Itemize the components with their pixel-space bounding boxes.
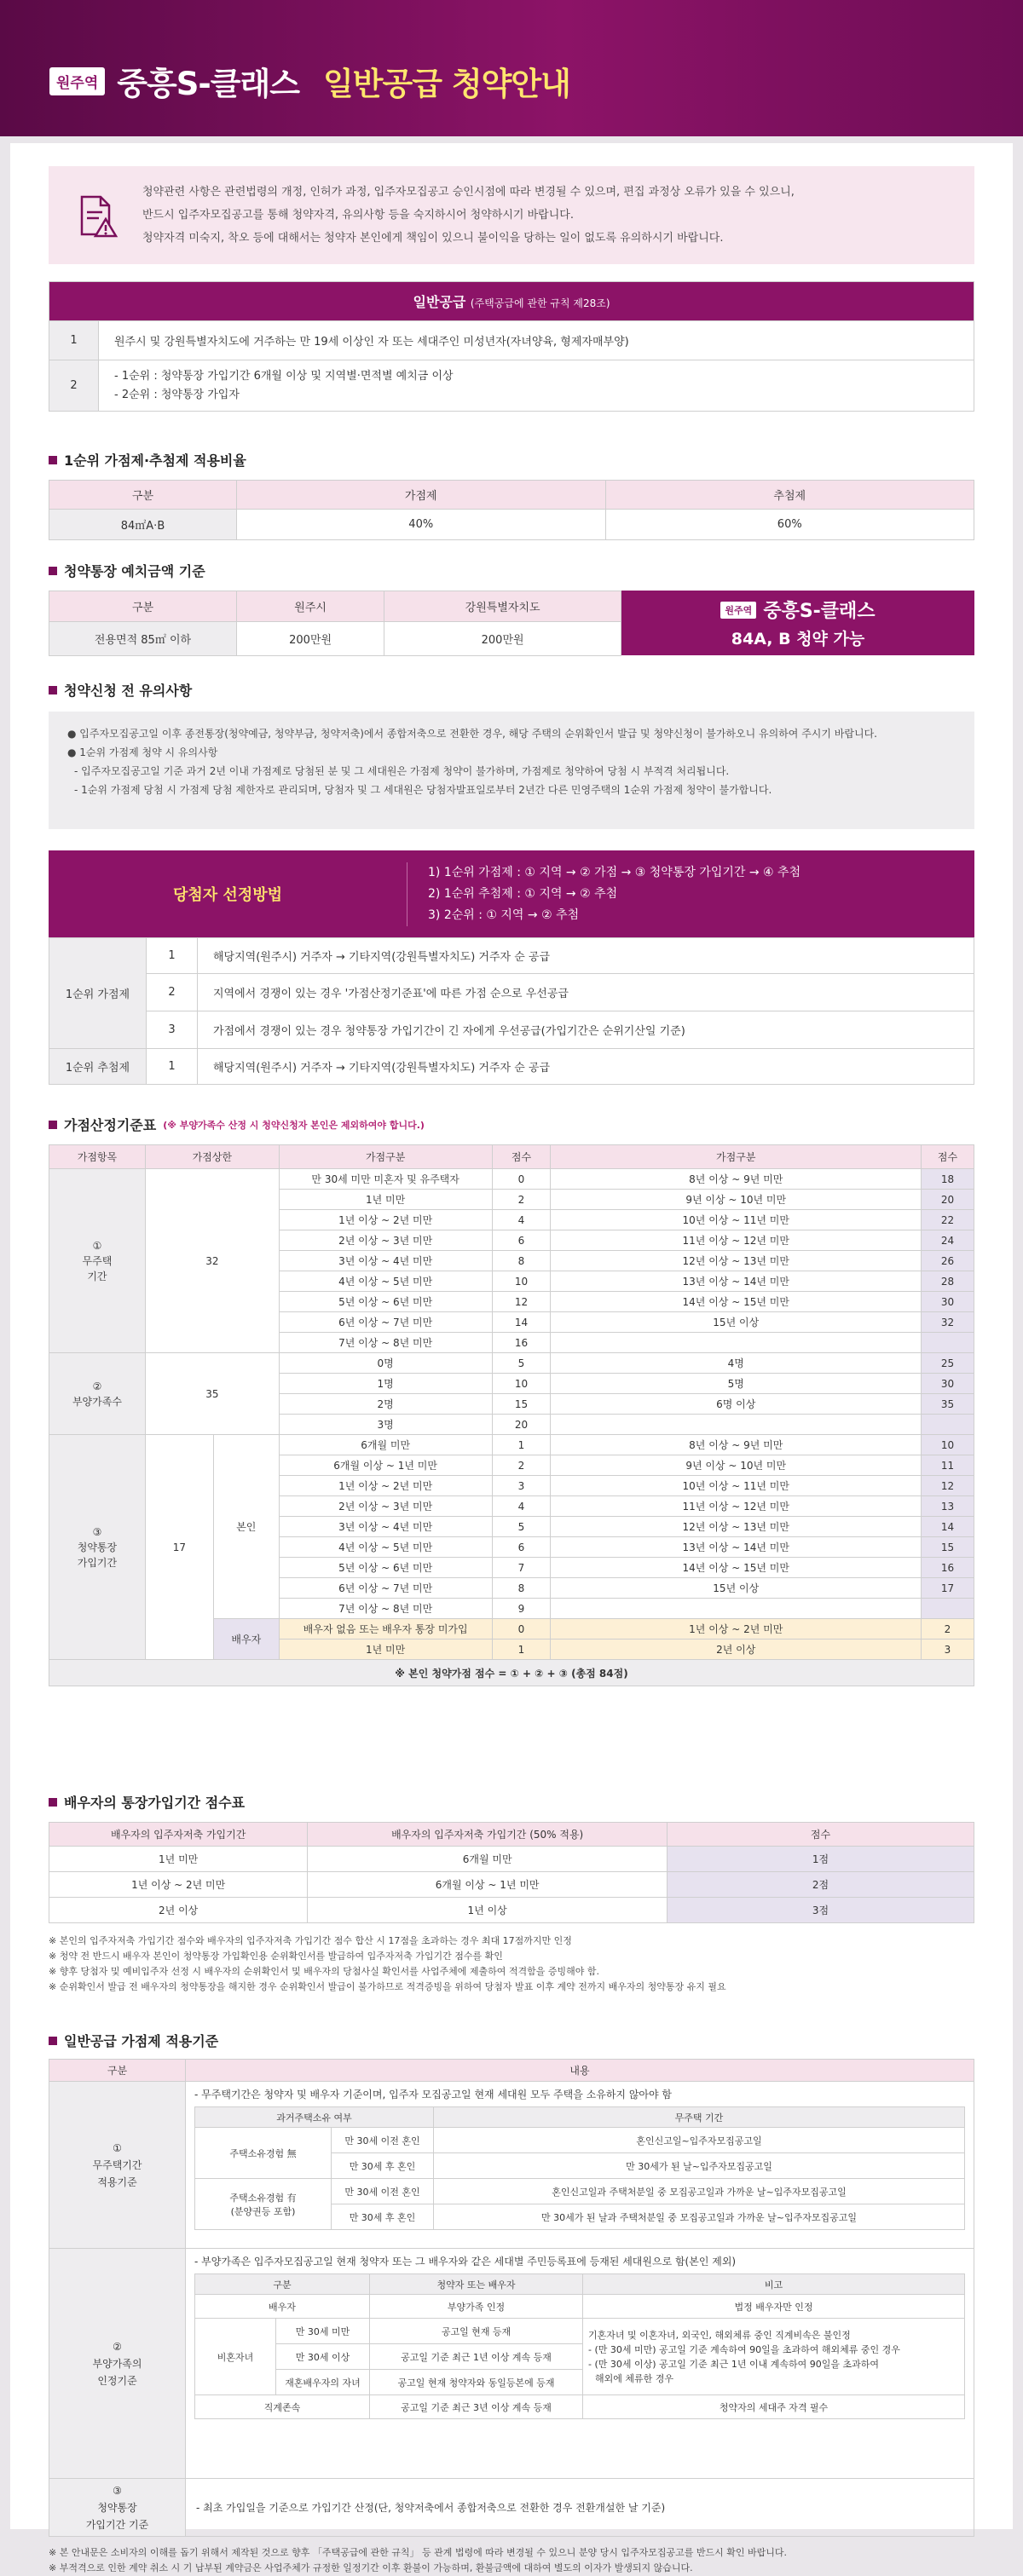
score-range: 5년 이상 ~ 6년 미만 [279, 1292, 492, 1312]
score-category-label: 기간 [87, 1270, 107, 1282]
score-header: 가점항목 [49, 1145, 146, 1169]
score-points: 12 [492, 1292, 551, 1312]
score-points: 26 [922, 1251, 974, 1271]
family-rule: 공고일 기준 최근 1년 이상 계속 등재 [370, 2344, 583, 2370]
score-range: 1년 이상 ~ 2년 미만 [551, 1619, 922, 1640]
score-range: 1년 미만 [279, 1640, 492, 1660]
family-remark: 청약자의 세대주 자격 필수 [583, 2395, 965, 2419]
score-range: 11년 이상 ~ 12년 미만 [551, 1230, 922, 1251]
selection-rule: 해당지역(원주시) 거주자 → 기타지역(강원특별자치도) 거주자 순 공급 [198, 1049, 974, 1085]
selection-rule: 가점에서 경쟁이 있는 경우 청약통장 가입기간이 긴 자에게 우선공급(가입기간은 순위기산일 기준) [198, 1011, 974, 1049]
spouse-section [49, 1792, 974, 1995]
group-label: 1순위 추첨제 [49, 1049, 147, 1085]
score-range: 6개월 이상 ~ 1년 미만 [279, 1455, 492, 1476]
score-range: 1명 [279, 1374, 492, 1394]
deposit-header: 원주시 [237, 591, 384, 622]
score-points: 5 [492, 1353, 551, 1374]
score-range: 3년 이상 ~ 4년 미만 [279, 1251, 492, 1271]
family-rule: 공고일 현재 등재 [370, 2319, 583, 2344]
row-number: 1 [49, 321, 99, 360]
score-points: 6 [492, 1230, 551, 1251]
score-points: 10 [492, 1374, 551, 1394]
score-category-label: 무주택 [82, 1254, 113, 1267]
score-range: 6명 이상 [551, 1394, 922, 1415]
notice-line: 청약자격 미숙지, 착오 등에 대해서는 청약자 본인에게 책임이 있으니 불이익을 당하는 일이 없도록 유의하시기 바랍니다. [142, 232, 724, 245]
row-number: 2 [49, 360, 99, 412]
score-range: 1년 이상 ~ 2년 미만 [279, 1210, 492, 1230]
group-label: 1순위 가점제 [49, 938, 147, 1049]
ratio-header: 구분 [49, 481, 237, 510]
score-category [49, 1353, 146, 1435]
spouse-note: ※ 향후 당첨자 및 예비입주자 선정 시 배우자의 순위확인서 및 배우자의 당첨사실 확인서를 사업주체에 제출하여 적격함을 증빙해야 함. [49, 1966, 599, 1977]
score-header: 가점구분 [551, 1145, 922, 1169]
score-range: 1년 이상 ~ 2년 미만 [279, 1476, 492, 1496]
spouse-cell: 6개월 이상 ~ 1년 미만 [308, 1872, 668, 1898]
score-points: 0 [492, 1619, 551, 1640]
winner-selection-section [49, 850, 974, 1085]
score-points: 18 [922, 1169, 974, 1190]
criteria-label: 적용기준 [97, 2175, 137, 2188]
score-range: 3명 [279, 1415, 492, 1435]
score-category-label: 청약통장 [77, 1541, 118, 1553]
score-points [922, 1599, 974, 1619]
complex-name: 중흥S-클래스 [763, 601, 876, 622]
selection-rule: 지역에서 경쟁이 있는 경우 '가점산정기준표'에 따른 가점 순으로 우선공급 [198, 974, 974, 1011]
spouse-note: ※ 청약 전 반드시 배우자 본인이 청약통장 가입확인용 순위확인서를 발급하여 입주자저축 가입기간 점수를 확인 [49, 1951, 503, 1962]
score-range: 2년 이상 ~ 3년 미만 [279, 1230, 492, 1251]
child-cond: 만 30세 이상 [276, 2344, 370, 2370]
apply-header: 구분 [49, 2060, 186, 2082]
spouse-header: 배우자의 입주자저축 가입기간 (50% 적용) [308, 1823, 668, 1847]
family-type: 직계존속 [195, 2395, 370, 2419]
page-title: 일반공급 청약안내 [323, 66, 570, 102]
score-range: 4명 [551, 1353, 922, 1374]
score-header: 점수 [492, 1145, 551, 1169]
ratio-section [49, 450, 974, 540]
general-title: 일반공급 [413, 294, 466, 310]
criteria-label: 청약통장 [97, 2501, 137, 2514]
score-range: 1년 미만 [279, 1190, 492, 1210]
score-points: 4 [492, 1496, 551, 1517]
selection-method: 2) 1순위 추첨제 : ① 지역 → ② 추첨 [428, 886, 618, 901]
family-rule: 공고일 현재 청약자와 동일등본에 등재 [370, 2370, 583, 2395]
selection-method: 1) 1순위 가점제 : ① 지역 → ② 가점 → ③ 청약통장 가입기간 → ④ 추첨 [428, 865, 801, 879]
notice-line: 청약관련 사항은 관련법령의 개정, 인허가 과정, 입주자모집공고 승인시점에 따라 변경될 수 있으며, 편집 과정상 오류가 있을 수 있으니, [142, 186, 795, 199]
score-points: 14 [922, 1517, 974, 1537]
deposit-section [49, 561, 974, 656]
score-points: 20 [922, 1190, 974, 1210]
score-points: 13 [922, 1496, 974, 1517]
complex-name: 중흥S-클래스 [117, 66, 299, 102]
caution-line: - 입주자모집공고일 기준 과거 2년 이내 가점제로 당첨된 분 및 그 세대원은 가점제 청약이 불가하며, 가점제로 청약하여 당첨 시 부적격 처리됩니다. [74, 765, 730, 777]
ratio-header: 가점제 [237, 481, 606, 510]
criteria-label: ② [113, 2340, 122, 2353]
score-points: 4 [492, 1210, 551, 1230]
score-points: 5 [492, 1517, 551, 1537]
sub-header: 비고 [583, 2274, 965, 2295]
score-points: 35 [922, 1394, 974, 1415]
ownership-group-sub: (분양권등 포함) [230, 2205, 296, 2217]
ratio-cell: 60% [605, 510, 974, 540]
deposit-cell: 전용면적 85㎡ 이하 [49, 622, 237, 656]
criteria-label: 인정기준 [97, 2374, 137, 2387]
score-range: 10년 이상 ~ 11년 미만 [551, 1210, 922, 1230]
criteria-text: - 최초 가입일을 기준으로 가입기간 산정(단, 청약저축에서 종합저축으로 전환한 경우 전환개설한 날 기준) [186, 2479, 974, 2537]
apply-available-text: 84A, B 청약 가능 [731, 630, 865, 648]
homeless-period: 혼인신고일과 주택처분일 중 모집공고일과 가까운 날~입주자모집공고일 [434, 2179, 965, 2204]
marriage-cond: 만 30세 후 혼인 [332, 2153, 434, 2179]
score-points: 9 [492, 1599, 551, 1619]
score-points: 3 [922, 1640, 974, 1660]
sub-header: 청약자 또는 배우자 [370, 2274, 583, 2295]
spouse-note: ※ 순위확인서 발급 전 배우자의 청약통장을 해지한 경우 순위확인서 발급이 불가하므로 적격증빙을 위하여 당첨자 발표 이후 계약 전까지 배우자의 청약통장 유지 필요 [49, 1981, 726, 1992]
score-points: 16 [922, 1558, 974, 1578]
spouse-header: 배우자의 입주자저축 가입기간 [49, 1823, 308, 1847]
family-rule: 부양가족 인정 [370, 2295, 583, 2319]
score-range: 10년 이상 ~ 11년 미만 [551, 1476, 922, 1496]
score-range: 9년 이상 ~ 10년 미만 [551, 1190, 922, 1210]
document-warning-icon [49, 192, 142, 239]
score-range [551, 1415, 922, 1435]
score-header: 가점상한 [145, 1145, 279, 1169]
score-range: 14년 이상 ~ 15년 미만 [551, 1558, 922, 1578]
score-points: 12 [922, 1476, 974, 1496]
qualification-text: 원주시 및 강원특별자치도에 거주하는 만 19세 이상인 자 또는 세대주인 미성년자(자녀양육, 형제자매부양) [99, 321, 974, 360]
criteria-label: ③ [113, 2484, 122, 2497]
score-range: 9년 이상 ~ 10년 미만 [551, 1455, 922, 1476]
score-range [551, 1599, 922, 1619]
score-points [922, 1333, 974, 1353]
ratio-title: 1순위 가점제·추첨제 적용비율 [49, 450, 974, 470]
score-points: 15 [922, 1537, 974, 1558]
spouse-header: 점수 [668, 1823, 974, 1847]
score-range: 0명 [279, 1353, 492, 1374]
station-badge: 원주역 [49, 67, 105, 95]
score-range: 12년 이상 ~ 13년 미만 [551, 1251, 922, 1271]
score-range: 13년 이상 ~ 14년 미만 [551, 1271, 922, 1292]
score-range: 11년 이상 ~ 12년 미만 [551, 1496, 922, 1517]
general-sub: (주택공급에 관한 규칙 제28조) [470, 297, 610, 309]
score-points: 3 [492, 1476, 551, 1496]
homeless-period: 만 30세가 된 날과 주택처분일 중 모집공고일과 가까운 날~입주자모집공고일 [434, 2204, 965, 2230]
spouse-cell: 1년 이상 [308, 1898, 668, 1923]
spouse-score: 2점 [668, 1872, 974, 1898]
score-title: 가점산정기준표 [64, 1117, 157, 1133]
caution-line: ● 입주자모집공고일 이후 종전통장(청약예금, 청약부금, 청약저축)에서 종합저축으로 전환한 경우, 해당 주택의 순위확인서 발급 및 청약신청이 불가하오니 유의하여 주시기 바랍니다. [67, 728, 877, 740]
family-rule: 공고일 기준 최근 3년 이상 계속 등재 [370, 2395, 583, 2419]
row-number: 2 [147, 974, 198, 1011]
family-remark: - (만 30세 미만) 공고일 기준 계속하여 90일을 초과하여 해외체류 중인 경우 [588, 2343, 900, 2355]
score-points: 17 [922, 1578, 974, 1599]
spouse-score: 1점 [668, 1847, 974, 1872]
score-range: 12년 이상 ~ 13년 미만 [551, 1517, 922, 1537]
selection-method: 3) 2순위 : ① 지역 → ② 추첨 [428, 908, 580, 922]
score-range: 2년 이상 [551, 1640, 922, 1660]
score-category [49, 1169, 146, 1353]
criteria-label: ① [113, 2141, 122, 2154]
score-range: 8년 이상 ~ 9년 미만 [551, 1435, 922, 1455]
marriage-cond: 만 30세 이전 혼인 [332, 2128, 434, 2153]
score-points: 8 [492, 1251, 551, 1271]
score-range: 7년 이상 ~ 8년 미만 [279, 1333, 492, 1353]
spouse-cell: 2년 이상 [49, 1898, 308, 1923]
row-number: 1 [147, 938, 198, 974]
footer-note: ※ 부적격으로 인한 계약 취소 시 기 납부된 계약금은 사업주체가 규정한 일정기간 이후 환불이 가능하며, 환불금액에 대하여 별도의 이자가 발생되지 않습니다. [49, 2562, 693, 2573]
score-points: 11 [922, 1455, 974, 1476]
deposit-header: 구분 [49, 591, 237, 622]
family-type: 배우자 [195, 2295, 370, 2319]
score-subgroup: 배우자 [213, 1619, 279, 1660]
score-points: 0 [492, 1169, 551, 1190]
score-points: 10 [922, 1435, 974, 1455]
child-cond: 만 30세 미만 [276, 2319, 370, 2344]
score-category-label: 가입기간 [77, 1556, 118, 1569]
score-range: 4년 이상 ~ 5년 미만 [279, 1537, 492, 1558]
station-badge: 원주역 [720, 602, 756, 619]
score-points: 20 [492, 1415, 551, 1435]
score-range: 2년 이상 ~ 3년 미만 [279, 1496, 492, 1517]
score-range [551, 1333, 922, 1353]
score-points: 28 [922, 1271, 974, 1292]
family-type: 비혼자녀 [195, 2319, 276, 2395]
apply-header: 내용 [186, 2060, 974, 2082]
selection-rule: 해당지역(원주시) 거주자 → 기타지역(강원특별자치도) 거주자 순 공급 [198, 938, 974, 974]
homeless-period: 만 30세가 된 날~입주자모집공고일 [434, 2153, 965, 2179]
score-points: 16 [492, 1333, 551, 1353]
family-remark: 해외에 체류한 경우 [595, 2372, 674, 2384]
spouse-score: 3점 [668, 1898, 974, 1923]
score-category [49, 1435, 146, 1660]
score-category-label: 부양가족수 [72, 1395, 122, 1408]
score-range: 15년 이상 [551, 1578, 922, 1599]
sub-header: 무주택 기간 [434, 2107, 965, 2128]
score-max: 32 [145, 1169, 279, 1353]
criteria-label: 부양가족의 [92, 2357, 142, 2370]
family-remark: 법정 배우자만 인정 [583, 2295, 965, 2319]
cautions-section [49, 680, 974, 829]
score-points: 25 [922, 1353, 974, 1374]
content-card [10, 143, 1013, 2573]
score-points: 22 [922, 1210, 974, 1230]
general-supply-table [49, 281, 974, 412]
spouse-note: ※ 본인의 입주자저축 가입기간 점수와 배우자의 입주자저축 가입기간 점수 합산 시 17점을 초과하는 경우 최대 17점까지만 인정 [49, 1935, 572, 1946]
score-points: 14 [492, 1312, 551, 1333]
score-points: 32 [922, 1312, 974, 1333]
score-warning: (※ 부양가족수 산정 시 청약신청자 본인은 제외하여야 합니다.) [163, 1119, 425, 1131]
score-points: 6 [492, 1537, 551, 1558]
score-range: 5년 이상 ~ 6년 미만 [279, 1558, 492, 1578]
header-banner [0, 0, 1023, 136]
score-points: 2 [492, 1455, 551, 1476]
score-subgroup: 본인 [213, 1435, 279, 1619]
score-points: 30 [922, 1374, 974, 1394]
score-range: 14년 이상 ~ 15년 미만 [551, 1292, 922, 1312]
score-points: 7 [492, 1558, 551, 1578]
selection-title: 당첨자 선정방법 [173, 886, 282, 904]
score-category-label: ③ [92, 1525, 102, 1538]
criteria-label: 무주택기간 [92, 2158, 142, 2171]
score-range: 7년 이상 ~ 8년 미만 [279, 1599, 492, 1619]
family-remark: 기혼자녀 및 이혼자녀, 외국인, 해외체류 중인 직계비속은 불인정 [588, 2329, 851, 2341]
ratio-cell: 40% [237, 510, 606, 540]
cautions-title: 청약신청 전 유의사항 [49, 680, 974, 700]
deposit-cell: 200만원 [384, 622, 621, 656]
rank2-text: - 2순위 : 청약통장 가입자 [114, 388, 240, 401]
score-max: 35 [145, 1353, 279, 1435]
row-number: 1 [147, 1049, 198, 1085]
sub-header: 구분 [195, 2274, 370, 2295]
score-table [49, 1144, 974, 1686]
score-range: 6개월 미만 [279, 1435, 492, 1455]
score-range: 6년 이상 ~ 7년 미만 [279, 1312, 492, 1333]
apply-available-banner [621, 591, 974, 655]
score-range: 2명 [279, 1394, 492, 1415]
score-range: 3년 이상 ~ 4년 미만 [279, 1517, 492, 1537]
spouse-cell: 1년 이상 ~ 2년 미만 [49, 1872, 308, 1898]
deposit-header: 강원특별자치도 [384, 591, 621, 622]
ownership-group: 주택소유경험 無 [195, 2128, 332, 2179]
deposit-cell: 200만원 [237, 622, 384, 656]
score-max: 17 [145, 1435, 213, 1660]
child-cond: 재혼배우자의 자녀 [276, 2370, 370, 2395]
apply-criteria-section [49, 2031, 974, 2576]
score-header: 가점구분 [279, 1145, 492, 1169]
footer-note: ※ 본 안내문은 소비자의 이해를 돕기 위해서 제작된 것으로 향후 「주택공급에 관한 규칙」 등 관계 법령에 따라 변경될 수 있으니 분양 당시 입주자모집공고를 반드시 확인 바랍니다. [49, 2547, 787, 2558]
row-number: 3 [147, 1011, 198, 1049]
score-range: 5명 [551, 1374, 922, 1394]
sub-header: 과거주택소유 여부 [195, 2107, 434, 2128]
ratio-header: 추첨제 [605, 481, 974, 510]
marriage-cond: 만 30세 후 혼인 [332, 2204, 434, 2230]
rank1-text: - 1순위 : 청약통장 가입기간 6개월 이상 및 지역별·면적별 예치금 이상 [114, 369, 454, 383]
family-remark: - (만 30세 이상) 공고일 기준 최근 1년 이내 계속하여 90일을 초과하여 [588, 2358, 880, 2370]
score-range: 13년 이상 ~ 14년 미만 [551, 1537, 922, 1558]
score-points: 30 [922, 1292, 974, 1312]
score-section [49, 1115, 974, 1686]
score-range: 4년 이상 ~ 5년 미만 [279, 1271, 492, 1292]
spouse-title: 배우자의 통장가입기간 점수표 [49, 1792, 974, 1812]
ratio-cell: 84㎡A·B [49, 510, 237, 540]
deposit-title: 청약통장 예치금액 기준 [49, 561, 974, 580]
score-range: 15년 이상 [551, 1312, 922, 1333]
score-points [922, 1415, 974, 1435]
score-category-label: ① [92, 1239, 102, 1252]
score-points: 24 [922, 1230, 974, 1251]
score-range: 만 30세 미만 미혼자 및 유주택자 [279, 1169, 492, 1190]
score-points: 2 [492, 1190, 551, 1210]
score-total: ※ 본인 청약가점 점수 = ① + ② + ③ (총점 84점) [49, 1660, 974, 1686]
score-range: 6년 이상 ~ 7년 미만 [279, 1578, 492, 1599]
caution-line: - 1순위 가점제 당첨 시 가점제 당첨 제한자로 관리되며, 당첨자 및 그 세대원은 당첨자발표일로부터 2년간 다른 민영주택의 1순위 가점제 청약이 불가합니다. [74, 784, 772, 796]
marriage-cond: 만 30세 이전 혼인 [332, 2179, 434, 2204]
spouse-cell: 6개월 미만 [308, 1847, 668, 1872]
notice-box [49, 166, 974, 264]
score-points: 8 [492, 1578, 551, 1599]
score-points: 1 [492, 1435, 551, 1455]
score-range: 배우자 없음 또는 배우자 통장 미가입 [279, 1619, 492, 1640]
score-points: 2 [922, 1619, 974, 1640]
notice-line: 반드시 입주자모집공고를 통해 청약자격, 유의사항 등을 숙지하시어 청약하시기 바랍니다. [142, 209, 574, 222]
score-range: 8년 이상 ~ 9년 미만 [551, 1169, 922, 1190]
criteria-intro: - 무주택기간은 청약자 및 배우자 기준이며, 입주자 모집공고일 현재 세대원 모두 주택을 소유하지 않아야 함 [194, 2089, 673, 2101]
score-points: 15 [492, 1394, 551, 1415]
ownership-group: 주택소유경험 有 [229, 2192, 297, 2204]
score-category-label: ② [92, 1380, 102, 1392]
criteria-intro: - 부양가족은 입주자모집공고일 현재 청약자 또는 그 배우자와 같은 세대별 주민등록표에 등재된 세대원으로 함(본인 제외) [194, 2256, 737, 2268]
selection-banner [49, 850, 974, 937]
caution-line: ● 1순위 가점제 청약 시 유의사항 [67, 746, 218, 758]
score-points: 1 [492, 1640, 551, 1660]
homeless-period: 혼인신고일~입주자모집공고일 [434, 2128, 965, 2153]
apply-title: 일반공급 가점제 적용기준 [49, 2031, 974, 2050]
criteria-label: 가입기간 기준 [85, 2518, 149, 2531]
score-header: 점수 [922, 1145, 974, 1169]
spouse-cell: 1년 미만 [49, 1847, 308, 1872]
score-points: 10 [492, 1271, 551, 1292]
